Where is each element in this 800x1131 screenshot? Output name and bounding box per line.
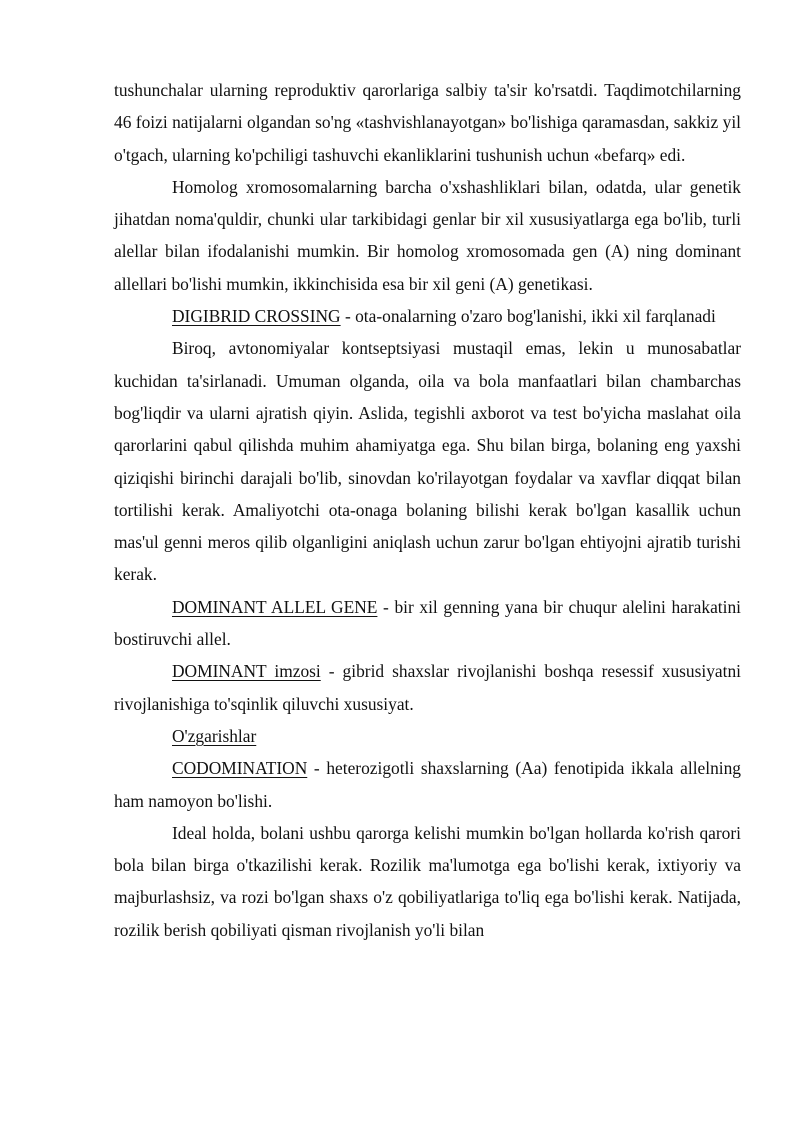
definition-dominant-imzosi xyxy=(114,655,741,720)
paragraph-carriers-outcome: tushunchalar ularning reproduktiv qarorlariga salbiy ta'sir ko'rsatdi. Taqdimotchilarning 46 foizi natijalarni olgandan so'ng «tashvishlanayotgan» bo'lishiga qaramasdan, sakkiz yil o'tgach, ularning ko'pchiligi tashuvchi ekanliklarini tushunish uchun «befarq» edi. xyxy=(114,80,741,165)
definition-text: - ota-onalarning o'zaro bog'lanishi, ikki xil farqlanadi xyxy=(340,306,716,327)
term-ozgarishlar: O'zgarishlar xyxy=(172,725,257,746)
definition-text: - gibrid shaxslar rivojlanishi boshqa resessif xususiyatni rivojlanishiga to'sqinlik qiluvchi xususiyat. xyxy=(114,661,742,714)
paragraph-homologous-chromosomes: Homolog xromosomalarning barcha o'xshashliklari bilan, odatda, ular genetik jihatdan noma'quldir, chunki ular tarkibidagi genlar bir xil xususiyatlarga ega bo'lib, turli alellar bilan ifodalanishi mumkin. Bir homolog xromosomada gen (A) ning dominant allellari bo'lishi mumkin, ikkinchisida esa bir xil geni (A) genetikasi. xyxy=(114,176,741,294)
definition-dominant-allel-gene xyxy=(114,591,741,656)
definition-text: - bir xil genning yana bir chuqur alelini harakatini bostiruvchi allel. xyxy=(114,596,741,650)
paragraph-autonomy: Biroq, avtonomiyalar kontseptsiyasi mustaqil emas, lekin u munosabatlar kuchidan ta'sirlanadi. Umuman olganda, oila va bola manfaatlari bilan chambarchas bog'liqdir va ularni ajratish qiyin. Aslida, tegishli axborot va test bo'yicha maslahat oila qarorlarini qabul qilishda muhim ahamiyatga ega. Shu bilan birga, bolaning eng yaxshi qiziqishi birinchi darajali bo'lib, sinovdan ko'rilayotgan foydalar va xavflar diqqat bilan tortilishi kerak. Amaliyotchi ota-onaga bolaning bilishi kerak bo'lgan kasallik uchun mas'ul genni meros qilib olganligini aniqlash uchun zarur bo'lgan ehtiyojni ajratib turishi kerak. xyxy=(114,338,741,585)
term-digibrid-crossing: DIGIBRID CROSSING xyxy=(172,306,341,327)
document-page xyxy=(114,74,741,946)
paragraph-ideal-consent: Ideal holda, bolani ushbu qarorga kelishi mumkin bo'lgan hollarda ko'rish qarori bola bilan birga o'tkazilishi kerak. Rozilik ma'lumotga ega bo'lishi kerak, ixtiyoriy va majburlashsiz, va rozi bo'lgan shaxs o'z qobiliyatlariga to'liq ega bo'lishi kerak. Natijada, rozilik berish qobiliyati qisman rivojlanish yo'li bilan xyxy=(114,822,741,940)
term-dominant-allel-gene: DOMINANT ALLEL GENE xyxy=(172,596,378,617)
term-codomination: CODOMINATION xyxy=(172,758,308,779)
definition-digibrid-crossing xyxy=(114,300,741,332)
definition-codomination xyxy=(114,752,741,817)
term-dominant-imzosi: DOMINANT imzosi xyxy=(172,661,321,682)
heading-ozgarishlar xyxy=(114,720,741,752)
definition-text: - heterozigotli shaxslarning (Aa) fenotipida ikkala allelning ham namoyon bo'lishi. xyxy=(114,758,741,811)
